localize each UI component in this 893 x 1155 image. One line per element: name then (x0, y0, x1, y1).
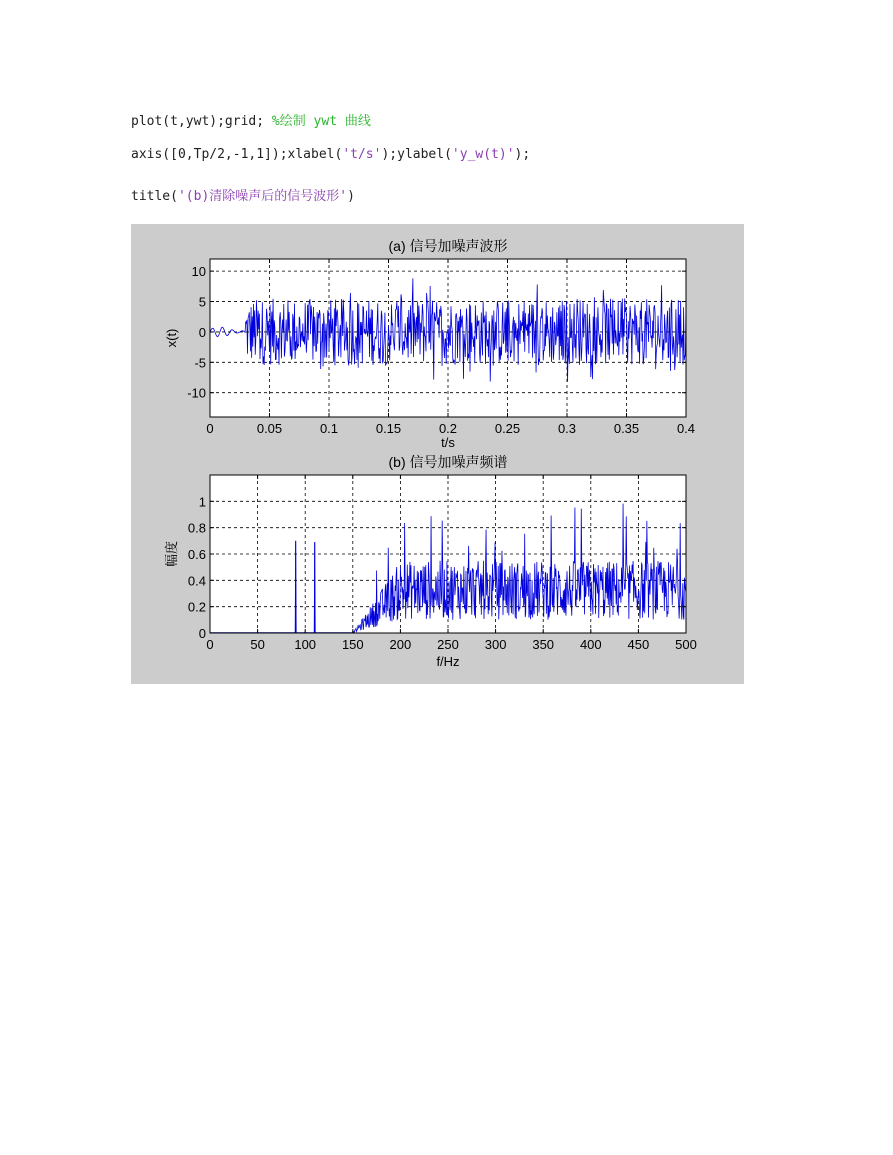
code-string: 'y_w(t)' (451, 147, 515, 162)
x-tick-label: 50 (250, 637, 265, 652)
x-tick-label: 200 (389, 637, 412, 652)
chart-title: (a) 信号加噪声波形 (388, 238, 508, 254)
y-tick-label: 10 (191, 264, 206, 280)
y-axis-label: 幅度 (164, 540, 179, 568)
code-string: 't/s' (342, 147, 382, 162)
code-line-axis (131, 147, 530, 162)
code-comment: %绘制 ywt 曲线 (271, 114, 371, 129)
x-tick-label: 0.2 (438, 421, 458, 436)
code-text: ) (347, 189, 355, 204)
x-tick-label: 0.35 (613, 421, 640, 436)
y-tick-label: 5 (198, 294, 206, 310)
chart-title: (b) 信号加噪声频谱 (388, 454, 508, 470)
code-string: '(b)清除噪声后的信号波形' (177, 189, 348, 204)
code-line-title (131, 185, 355, 204)
y-tick-label: -10 (187, 385, 206, 401)
x-tick-label: 500 (675, 637, 697, 652)
y-tick-label: -5 (194, 355, 206, 371)
x-tick-label: 150 (341, 637, 364, 652)
y-tick-label: 0.8 (187, 520, 206, 536)
code-text: ); (514, 147, 531, 162)
code-text: );ylabel( (381, 147, 452, 162)
x-tick-label: 0.1 (319, 421, 339, 436)
x-tick-label: 0.05 (256, 421, 283, 436)
x-tick-label: 250 (437, 637, 459, 652)
y-tick-label: 0.6 (187, 547, 206, 562)
x-tick-label: 0 (206, 637, 214, 652)
x-tick-label: 350 (532, 637, 555, 652)
code-text: plot(t,ywt);grid; (131, 114, 272, 129)
x-axis-label: f/Hz (436, 654, 460, 669)
y-tick-label: 1 (198, 494, 206, 510)
x-tick-label: 0.15 (375, 421, 402, 436)
x-tick-label: 400 (579, 637, 602, 652)
y-axis-label: x(t) (164, 328, 179, 348)
x-tick-label: 100 (294, 637, 317, 652)
code-text: title( (131, 189, 178, 204)
figure-canvas (131, 224, 744, 684)
y-tick-label: 0.4 (187, 573, 206, 589)
y-tick-label: 0 (198, 324, 206, 340)
code-line-plot (131, 110, 371, 129)
x-axis-label: t/s (441, 435, 455, 450)
x-tick-label: 300 (484, 637, 507, 652)
x-tick-label: 450 (627, 637, 650, 652)
y-tick-label: 0 (198, 626, 206, 641)
y-tick-label: 0.2 (187, 599, 206, 615)
x-tick-label: 0.3 (557, 421, 577, 436)
matlab-figure (131, 224, 744, 684)
x-tick-label: 0 (206, 421, 214, 436)
code-text: axis([0,Tp/2,-1,1]);xlabel( (131, 147, 343, 162)
x-tick-label: 0.25 (494, 421, 521, 436)
x-tick-label: 0.4 (676, 421, 696, 436)
